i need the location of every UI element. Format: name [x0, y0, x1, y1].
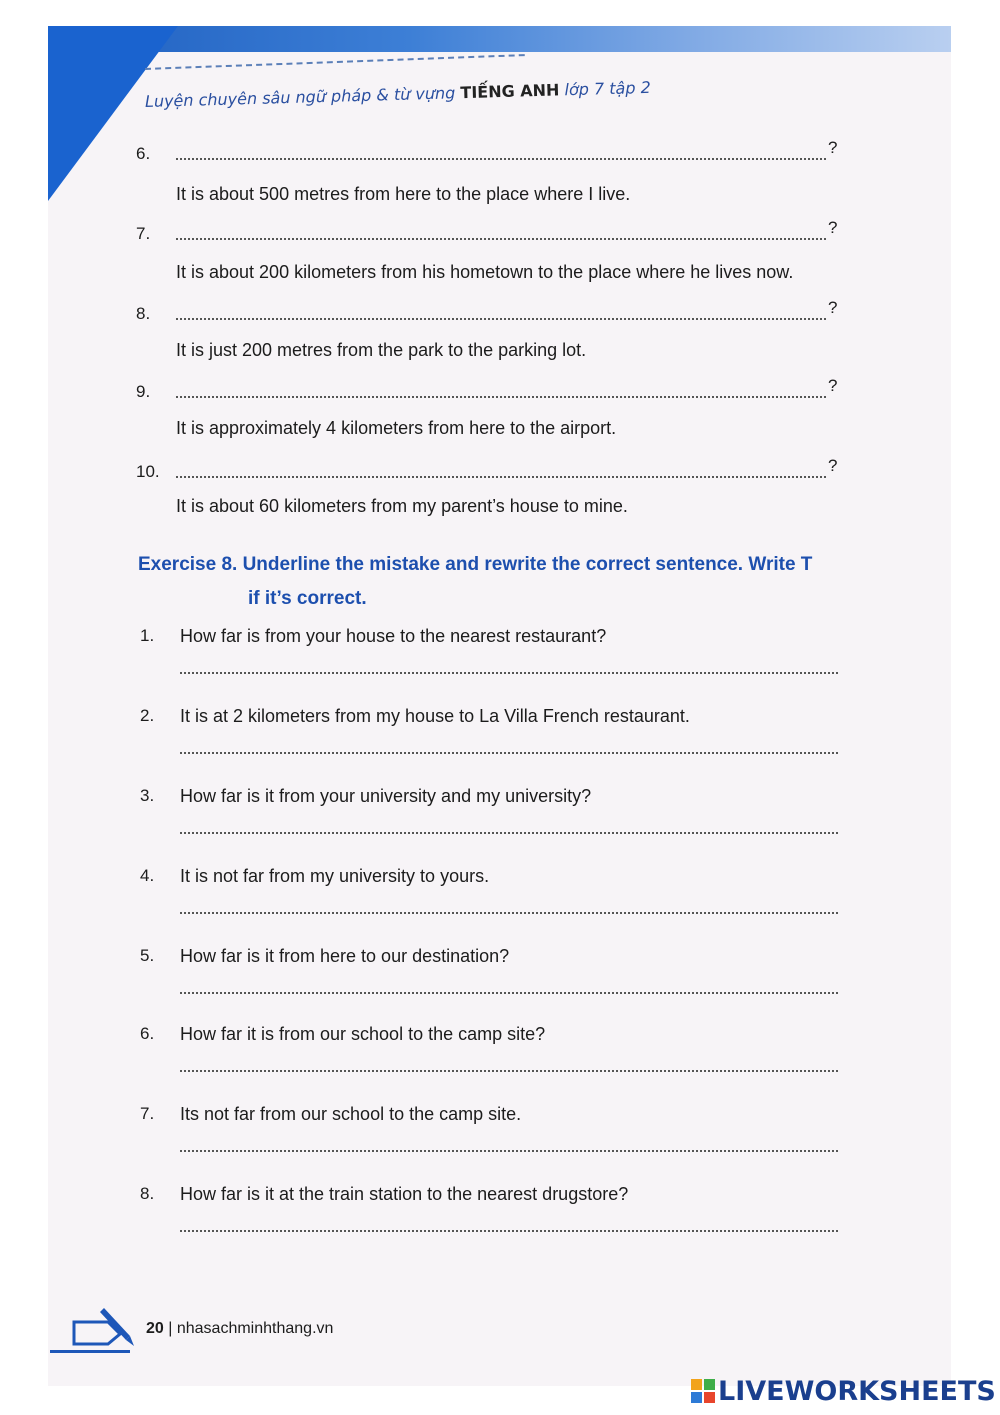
- given-answer: It is just 200 metres from the park to the parking lot.: [176, 340, 587, 360]
- publisher-site: | nhasachminhthang.vn: [168, 1320, 334, 1337]
- item-sentence: How far it is from our school to the camp site?: [180, 1024, 546, 1044]
- answer-blank[interactable]: [176, 158, 826, 160]
- book-title-prefix: Luyện chuyên sâu ngữ pháp & từ vựng: [144, 83, 456, 111]
- item-sentence: How far is it at the train station to the nearest drugstore?: [180, 1184, 629, 1204]
- exercise-heading-line1: Exercise 8. Underline the mistake and rewrite the correct sentence. Write T: [138, 554, 813, 575]
- answer-blank[interactable]: [176, 476, 826, 478]
- answer-blank[interactable]: [180, 1230, 838, 1232]
- item-sentence: Its not far from our school to the camp site.: [180, 1104, 522, 1124]
- answer-blank[interactable]: [180, 832, 838, 834]
- question-row: [136, 298, 846, 328]
- question-number: 9.: [136, 382, 151, 401]
- page-number: 20: [146, 1320, 164, 1337]
- answer-blank[interactable]: [180, 1070, 838, 1072]
- brand-name: LIVEWORKSHEETS: [718, 1376, 996, 1407]
- book-title-subject: TIẾNG ANH: [460, 80, 560, 103]
- item-number: 6.: [140, 1024, 155, 1043]
- answer-blank[interactable]: [176, 318, 826, 320]
- writing-hand-icon: [68, 1300, 138, 1352]
- item-number: 1.: [140, 626, 155, 645]
- answer-blank[interactable]: [180, 992, 838, 994]
- question-mark: ?: [828, 456, 838, 475]
- given-answer: It is about 500 metres from here to the place where I live.: [176, 184, 631, 204]
- question-mark: ?: [828, 298, 838, 317]
- item-number: 5.: [140, 946, 155, 965]
- given-answer: It is about 60 kilometers from my parent’s house to mine.: [176, 496, 628, 516]
- question-number: 7.: [136, 224, 151, 243]
- item-number: 8.: [140, 1184, 155, 1203]
- question-number: 10.: [136, 462, 160, 481]
- page-info: [146, 1320, 333, 1338]
- item-number: 7.: [140, 1104, 155, 1123]
- question-number: 6.: [136, 144, 151, 163]
- liveworksheets-logo: [690, 1376, 996, 1406]
- question-row: [136, 138, 846, 168]
- answer-blank[interactable]: [176, 396, 826, 398]
- corner-decoration: [48, 26, 178, 201]
- item-sentence: How far is it from your university and my university?: [180, 786, 592, 806]
- item-sentence: It is at 2 kilometers from my house to La Villa French restaurant.: [180, 706, 690, 726]
- question-mark: ?: [828, 218, 838, 237]
- item-number: 3.: [140, 786, 155, 805]
- question-mark: ?: [828, 138, 838, 157]
- answer-blank[interactable]: [180, 912, 838, 914]
- question-row: [136, 218, 846, 248]
- given-answer: It is about 200 kilometers from his hometown to the place where he lives now.: [176, 262, 794, 282]
- given-answer: It is approximately 4 kilometers from here to the airport.: [176, 418, 617, 438]
- item-number: 2.: [140, 706, 155, 725]
- answer-blank[interactable]: [180, 1150, 838, 1152]
- top-banner: [48, 26, 951, 52]
- item-sentence: How far is from your house to the nearest restaurant?: [180, 626, 607, 646]
- item-sentence: It is not far from my university to yours.: [180, 866, 490, 886]
- footer-rule: [50, 1350, 130, 1353]
- answer-blank[interactable]: [176, 238, 826, 240]
- exercise-heading: [138, 548, 878, 616]
- question-row: [136, 376, 846, 406]
- answer-blank[interactable]: [180, 752, 838, 754]
- question-number: 8.: [136, 304, 151, 323]
- question-mark: ?: [828, 376, 838, 395]
- page-footer: [50, 1300, 450, 1360]
- book-title-grade: lớp 7 tập 2: [564, 77, 651, 100]
- item-sentence: How far is it from here to our destination?: [180, 946, 510, 966]
- answer-blank[interactable]: [180, 672, 838, 674]
- liveworksheets-icon: [690, 1378, 716, 1404]
- question-row: [136, 456, 846, 486]
- exercise-heading-line2: if it’s correct.: [248, 588, 367, 609]
- item-number: 4.: [140, 866, 155, 885]
